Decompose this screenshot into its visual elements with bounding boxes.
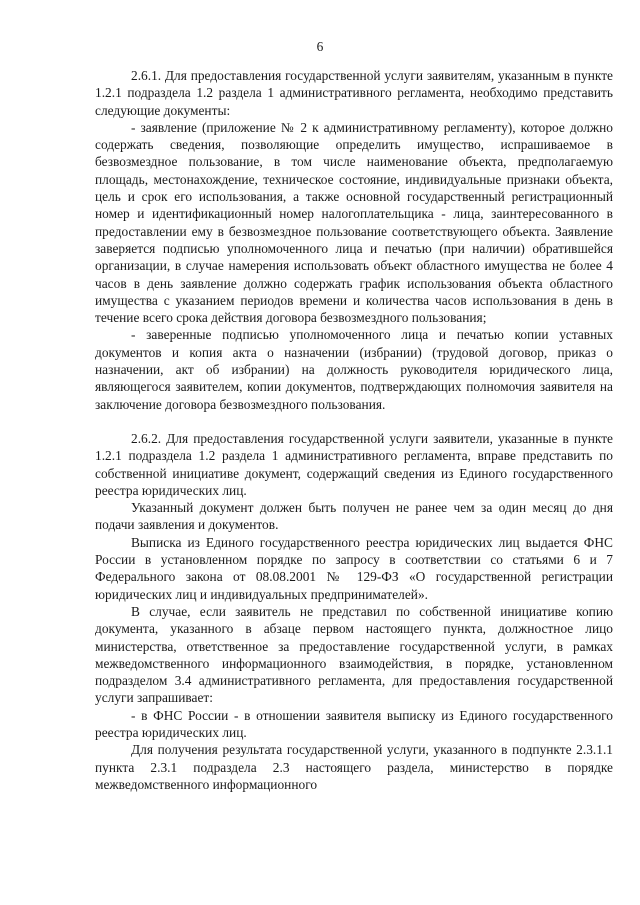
section-2-6-2-fns-request: - в ФНС России - в отношении заявителя выписку из Единого государственного реестра юридических лиц. bbox=[95, 707, 613, 740]
section-2-6-2-result: Для получения результата государственной услуги, указанного в подпункте 2.3.1.1 пункта 2.3.1 подраздела 2.3 настоящего раздела, министерство в порядке межведомственного информационного bbox=[95, 742, 613, 792]
section-2-6-2-intro: 2.6.2. Для предоставления государственной услуги заявители, указанные в пункте 1.2.1 подраздела 1.2 раздела 1 административного регламента, вправе представить по собственной инициативе документ, содержащий сведения из Единого государственного реестра юридических лиц. bbox=[95, 430, 613, 498]
section-2-6-2-received: Указанный документ должен быть получен не ранее чем за один месяц до дня подачи заявления и документов. bbox=[95, 500, 613, 533]
section-2-6-2-extract: Выписка из Единого государственного реестра юридических лиц выдается ФНС России в установленном порядке по запросу в соответствии со статьями 6 и 7 Федерального закона от 08.08.2001 № 129-ФЗ «О государственной регистрации юридических лиц и индивидуальных предпринимателей». bbox=[95, 534, 613, 602]
page-number: 6 bbox=[316, 39, 324, 54]
document-body bbox=[95, 67, 613, 793]
section-2-6-1-item-application: - заявление (приложение № 2 к административному регламенту), которое должно содержать сведения, позволяющие определить имущество, испрашиваемое в безвозмездное пользование, в том числе наименование объекта, предполагаемую площадь, местонахождение, техническое состояние, индивидуальные признаки объекта, цель и срок его использования, а также основной государственный регистрационный номер и идентификационный номер налогоплательщика - лица, заинтересованного в предоставлении ему в безвозмездное пользование соответствующего объекта. Заявление заверяется подписью уполномоченного лица и печатью (при наличии) обратившейся организации, в случае намерения использовать объект областного имущества не более 4 часов в день заявление должно содержать график использования объекта областного имущества с указанием периодов времени и количества часов использования в день в течение всего срока действия договора безвозмездного пользования; bbox=[95, 119, 613, 326]
section-2-6-1-intro: 2.6.1. Для предоставления государственной услуги заявителям, указанным в пункте 1.2.1 подраздела 1.2 раздела 1 административного регламента, необходимо представить следующие документы: bbox=[95, 68, 613, 118]
paragraph-gap bbox=[95, 413, 613, 430]
section-2-6-2-case: В случае, если заявитель не представил по собственной инициативе копию документа, указанного в абзаце первом настоящего пункта, должностное лицо министерства, ответственное за предоставление государственной услуги, в рамках межведомственного информационного взаимодействия, в порядке, установленном подразделом 3.4 административного регламента, для предоставления государственной услуги запрашивает: bbox=[95, 603, 613, 706]
section-2-6-1-item-copies: - заверенные подписью уполномоченного лица и печатью копии уставных документов и копия акта о назначении (избрании) (трудовой договор, приказ о назначении, акт об избрании) на должность руководителя юридического лица, являющегося заявителем, копии документов, подтверждающих полномочия заявителя на заключение договора безвозмездного пользования. bbox=[95, 327, 613, 412]
